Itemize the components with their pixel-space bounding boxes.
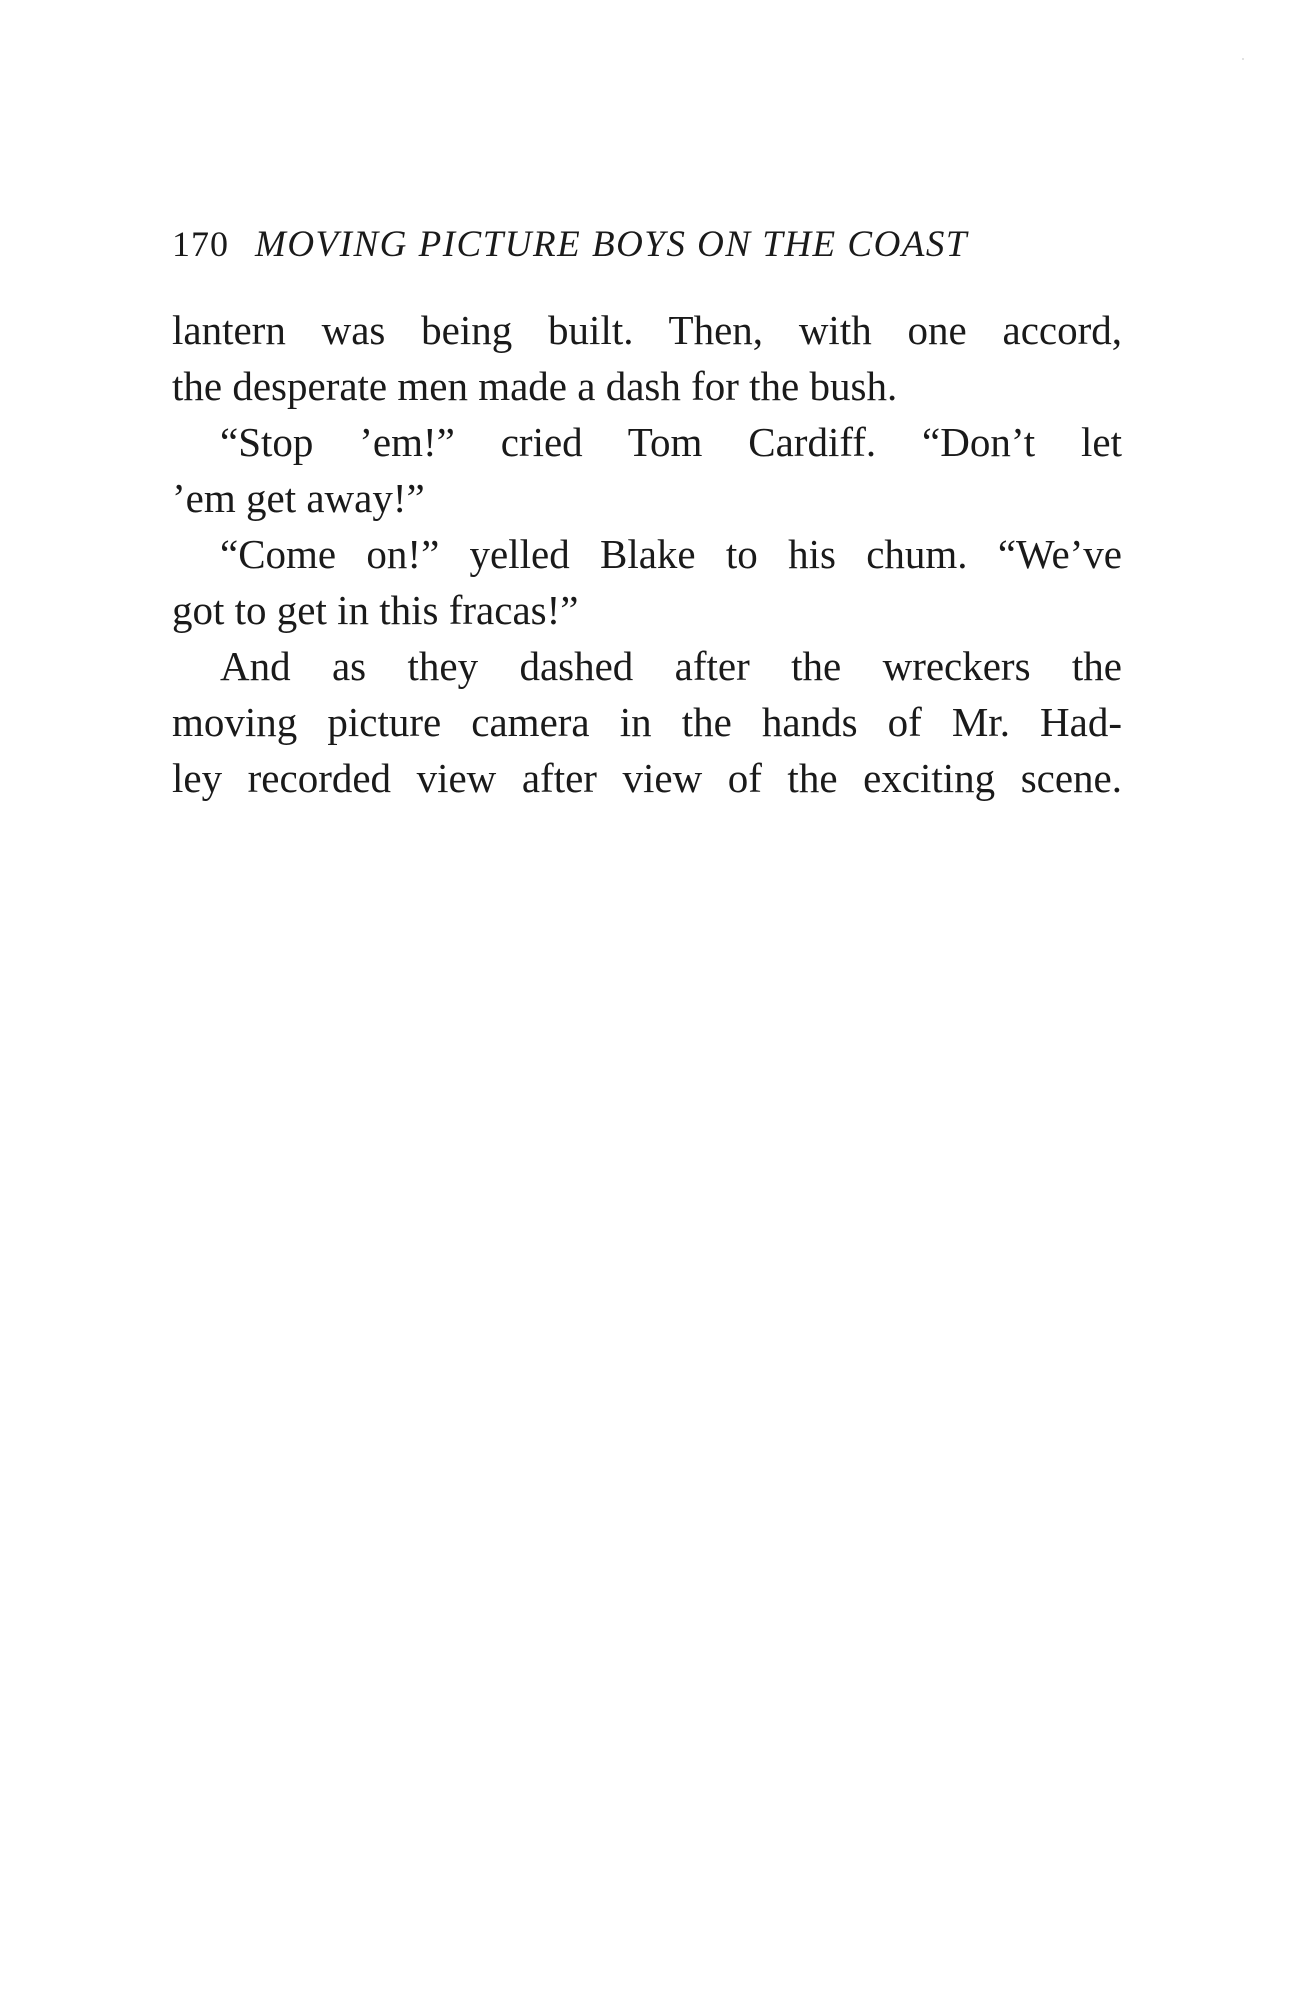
text-line-4: ’em get away!” [172,475,425,521]
text-line-9: ley recorded view after view of the exciting scene. [172,755,1122,801]
text-line-1: lantern was being built. Then, with one accord, [172,307,1122,353]
text-line-3: “Stop ’em!” cried Tom Cardiff. “Don’t let [220,419,1122,465]
running-head [172,226,1092,263]
text-line-5: “Come on!” yelled Blake to his chum. “We’ve [220,531,1122,577]
text-line-7: And as they dashed after the wreckers the [220,643,1122,689]
running-title: MOVING PICTURE BOYS ON THE COAST [255,224,968,265]
page-number: 170 [172,224,229,264]
body-text [172,302,1122,806]
text-line-2: the desperate men made a dash for the bush. [172,363,898,409]
scan-speck [1242,58,1244,60]
text-line-8: moving picture camera in the hands of Mr. Had- [172,699,1122,745]
text-line-6: got to get in this fracas!” [172,587,579,633]
